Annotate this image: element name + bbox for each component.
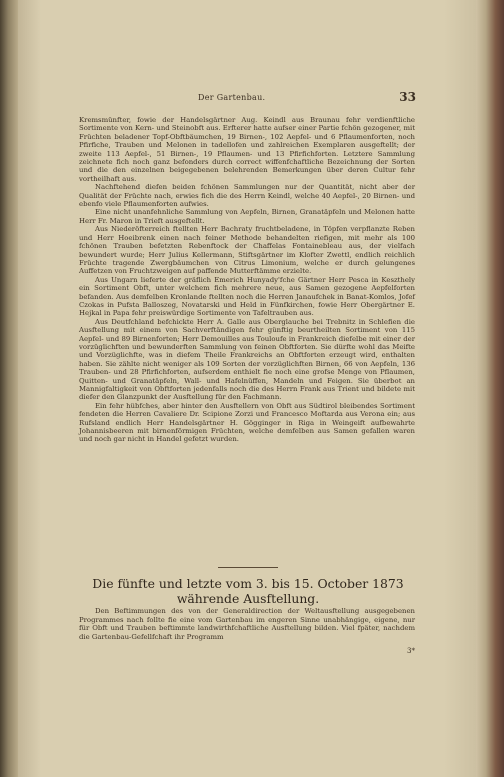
paragraph: Den Beftimmungen des von der Generaldirection der Weltausftellung ausgegebenen Programmes nach follte fie eine vom Gartenbau im engeren Sinne unabhängige, eigene, nur für Obft und Trauben beftimmte landwirthfchaftliche Ausftellung bilden. Viel fpäter, nachdem die Gartenbau-Gefellfchaft ihr Programm (79, 607, 415, 641)
paragraph: Ein fehr hübfches, aber hinter den Ausftellern von Obft aus Südtirol bleibendes Sortiment fendeten die Herren Cavaliere Dr. Scipione Zorzi und Francesco Moftarda aus Verona ein; aus Rufsland endlich Herr Handelsgärtner H. Gögginger in Riga in Weingeift aufbewahrte Johannisbeeren mit birnenförmigen Früchten, welche demfelben aus Samen gefallen waren und noch gar nicht in Handel gefetzt wurden. (79, 401, 415, 444)
paragraph: Aus Ungarn lieferte der gräflich Emerich Hunyady'fche Gärtner Herr Pesca in Keszthely ein Sortiment Obft, unter welchem fich mehrere neue, aus Samen gezogene Aepfelforten befanden. Aus demfelben Kronlande ftellten noch die Herren Janaufchek in Banat-Komlos, Jofef Czokas in Pufsta Balloszeg, Novatarski und Held in Fünfkirchen, fowie Herr Obergärtner E. Hejkal in Papa fehr preiswürdige Sortimente von Tafeltrauben aus. (79, 275, 415, 318)
book-page (18, 0, 476, 777)
section-divider (218, 567, 278, 568)
running-title: Der Gartenbau. (198, 93, 266, 102)
page-header (18, 90, 476, 107)
book-gutter (0, 0, 18, 777)
paragraph: Nachftehend diefen beiden fchönen Sammlungen nur der Quantität, nicht aber der Qualität der Früchte nach, erwies fich die des Herrn Keindl, welche 40 Aepfel-, 20 Birnen- und ebenfo viele Pflaumenforten aufwies. (79, 183, 415, 209)
paragraph: Eine nicht unanfehnliche Sammlung von Aepfeln, Birnen, Granatäpfeln und Melonen hatte Herr Fr. Maron in Trieft ausgeftellt. (79, 208, 415, 225)
paragraph: Aus Niederöfterreich ftellten Herr Bachraty fruchtbeladene, in Töpfen verpflanzte Reben und Herr Hoeibrenk einen nach feiner Methode behandelten riefigen, mit mehr als 100 fchönen Trauben befetzten Rebenftock der Chaffelas Fontainebleau aus, der vielfach bewundert wurde; Herr Julius Kellermann, Stiftsgärtner im Klofter Zwettl, endlich reichlich Früchte tragende Zwergbäumchen von Citrus Limonium, welche er durch gelungenes Auffetzen von Fruchtzweigen auf paffende Mutterftämme erzielte. (79, 225, 415, 276)
section-heading: Die fünfte und letzte vom 3. bis 15. October 1873 währende Ausftellung. (92, 576, 404, 606)
signature-mark: 3* (407, 647, 415, 655)
body-text (79, 116, 415, 444)
page-number: 33 (399, 90, 416, 104)
paragraph: Kremsmünfter, fowie der Handelsgärtner Aug. Keindl aus Braunau fehr verdienftliche Sortimente von Kern- und Steinobft aus. Erfterer hatte aufser einer Partie fchön gezogener, mit Früchten beladener Topf-Obftbäumchen, 19 Birnen-, 102 Aepfel- und 6 Pflaumenforten, noch Pfirfiche, Trauben und Melonen in tadellofen und zahlreichen Exemplaren ausgeftellt; der zweite 113 Aepfel-, 51 Birnen-, 19 Pflaumen- und 13 Pfirfichforten. Letztere Sammlung zeichnete fich noch ganz befonders durch correct wiffenfchaftliche Bezeichnung der Sorten und die den einzelnen beigegebenen belehrenden Bemerkungen über deren Cultur fehr vortheilhaft aus. (79, 116, 415, 183)
paragraph: Aus Deutfchland befchickte Herr A. Galle aus Oberglauche bei Trebnitz in Schlefien die Ausftellung mit einem von Sachverftändigen fehr günftig beurtheilten Sortiment von 115 Aepfel- und 89 Birnenforten; Herr Demouilles aus Touloufe in Frankreich diefelbe mit einer der vorzüglichften und bewunderften Sammlung von feinen Obftforten. Sie dürfte wohl das Meifte und Vorzüglichfte, was in diefem Theile Frankreichs an Obftforten erzeugt wird, enthalten haben. Sie zählte nicht weniger als 109 Sorten der vorzüglichften Birnen, 66 von Aepfeln, 136 Trauben- und 28 Pfirfichforten, aufserdem enthielt fie noch eine grofse Menge von Pflaumen, Quitten- und Granatäpfeln, Wall- und Hafelnüffen, Mandeln und Feigen. Sie überbot an Mannigfaltigkeit von Obftforten jedenfalls noch die des Herrn Frank aus Trient und bildete mit diefer den Glanzpunkt der Ausftellung für den Fachmann. (79, 317, 415, 402)
section-body (79, 607, 415, 641)
page-edge (476, 0, 504, 777)
